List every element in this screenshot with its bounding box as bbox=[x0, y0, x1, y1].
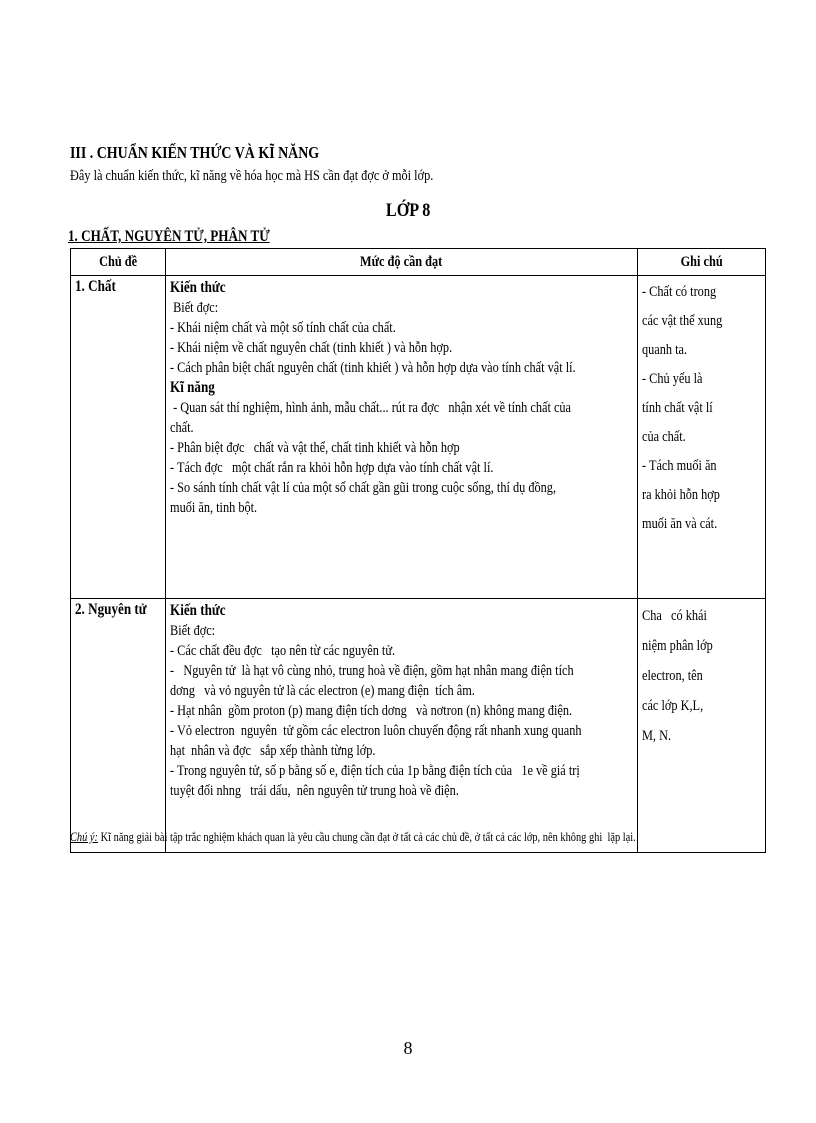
header-topic: Chủ đề bbox=[71, 249, 166, 276]
grade-title-text: LỚP 8 bbox=[385, 200, 431, 221]
notes-cell bbox=[638, 599, 766, 853]
note-line: của chất. bbox=[642, 429, 686, 445]
skill-line: muối ăn, tinh bột. bbox=[170, 500, 258, 516]
topic-cell bbox=[71, 276, 166, 599]
header-requirement: Mức độ cần đạt bbox=[166, 249, 638, 276]
standards-table bbox=[70, 248, 766, 853]
footnote-text: Kĩ năng giải bài tập trắc nghiệm khách quan là yêu cầu chung cần đạt ở tất cả các chủ đề, ở tất cả các lớp, nên không ghi lặp lại. bbox=[98, 829, 636, 844]
topic-cell bbox=[71, 599, 166, 853]
table-header-row bbox=[71, 249, 766, 276]
topic-heading: 1. CHẤT, NGUYÊN TỬ, PHÂN TỬ bbox=[68, 228, 270, 245]
note-line: ra khỏi hỗn hợp bbox=[642, 487, 720, 503]
grade-title bbox=[0, 200, 816, 222]
note-line: electron, tên bbox=[642, 668, 703, 684]
notes-cell bbox=[638, 276, 766, 599]
table-row bbox=[71, 276, 766, 599]
section-intro: Đây là chuẩn kiến thức, kĩ năng về hóa học mà HS cần đạt đợc ở mỗi lớp. bbox=[70, 168, 434, 184]
skill-line: chất. bbox=[170, 420, 194, 436]
requirement-cell bbox=[166, 599, 638, 853]
page-number: 8 bbox=[403, 1038, 413, 1058]
knowledge-intro: Biết đợc: bbox=[170, 300, 219, 316]
skills-title: Kĩ năng bbox=[170, 379, 215, 396]
note-line: quanh ta. bbox=[642, 342, 688, 358]
knowledge-line: - Cách phân biệt chất nguyên chất (tinh khiết ) và hỗn hợp dựa vào tính chất vật lí. bbox=[170, 360, 576, 376]
knowledge-line: tuyệt đối nhng trái dấu, nên nguyên tử trung hoà về điện. bbox=[170, 783, 459, 799]
knowledge-line: - Khái niệm về chất nguyên chất (tinh khiết ) và hỗn hợp. bbox=[170, 340, 453, 356]
note-line: tính chất vật lí bbox=[642, 400, 713, 416]
skill-line: - Phân biệt đợc chất và vật thể, chất tinh khiết và hỗn hợp bbox=[170, 440, 460, 456]
footnote-label: Chú ý: bbox=[70, 829, 99, 844]
knowledge-title: Kiến thức bbox=[170, 602, 226, 619]
note-line: các vật thể xung bbox=[642, 313, 723, 329]
requirement-cell bbox=[166, 276, 638, 599]
note-line: - Chủ yếu là bbox=[642, 371, 703, 387]
note-line: các lớp K,L, bbox=[642, 698, 704, 714]
note-line: - Tách muối ăn bbox=[642, 458, 717, 474]
knowledge-line: dơng và vỏ nguyên tử là các electron (e) mang điện tích âm. bbox=[170, 683, 475, 699]
knowledge-line: - Khái niệm chất và một số tính chất của chất. bbox=[170, 320, 396, 336]
skill-line: - So sánh tính chất vật lí của một số chất gần gũi trong cuộc sống, thí dụ đồng, bbox=[170, 480, 557, 496]
note-line: Cha có khái bbox=[642, 608, 707, 624]
header-notes: Ghi chú bbox=[638, 249, 766, 276]
knowledge-line: - Trong nguyên tử, số p bằng số e, điện tích của 1p bằng điện tích của 1e về giá trị bbox=[170, 763, 580, 779]
skill-line: - Tách đợc một chất rắn ra khỏi hỗn hợp dựa vào tính chất vật lí. bbox=[170, 460, 494, 476]
table-row bbox=[71, 599, 766, 853]
knowledge-line: - Nguyên tử là hạt vô cùng nhỏ, trung hoà về điện, gồm hạt nhân mang điện tích bbox=[170, 663, 574, 679]
skill-line: - Quan sát thí nghiệm, hình ảnh, mẫu chất... rút ra đợc nhận xét về tính chất của bbox=[170, 400, 572, 416]
knowledge-line: - Hạt nhân gồm proton (p) mang điện tích dơng và nơtron (n) không mang điện. bbox=[170, 703, 573, 719]
footnote bbox=[70, 829, 636, 845]
note-line: - Chất có trong bbox=[642, 284, 717, 300]
note-line: muối ăn và cát. bbox=[642, 516, 718, 532]
knowledge-intro: Biết đợc: bbox=[170, 623, 216, 639]
section-heading: III . CHUẨN KIẾN THỨC VÀ KĨ NĂNG bbox=[70, 143, 320, 162]
topic-name: 2. Nguyên tử bbox=[75, 601, 147, 618]
topic-name: 1. Chất bbox=[75, 278, 116, 295]
knowledge-line: - Vỏ electron nguyên tử gồm các electron luôn chuyển động rất nhanh xung quanh bbox=[170, 723, 582, 739]
note-line: M, N. bbox=[642, 728, 672, 744]
knowledge-title: Kiến thức bbox=[170, 279, 226, 296]
note-line: niệm phân lớp bbox=[642, 638, 713, 654]
knowledge-line: - Các chất đều đợc tạo nên từ các nguyên tử. bbox=[170, 643, 396, 659]
knowledge-line: hạt nhân và đợc sắp xếp thành từng lớp. bbox=[170, 743, 376, 759]
